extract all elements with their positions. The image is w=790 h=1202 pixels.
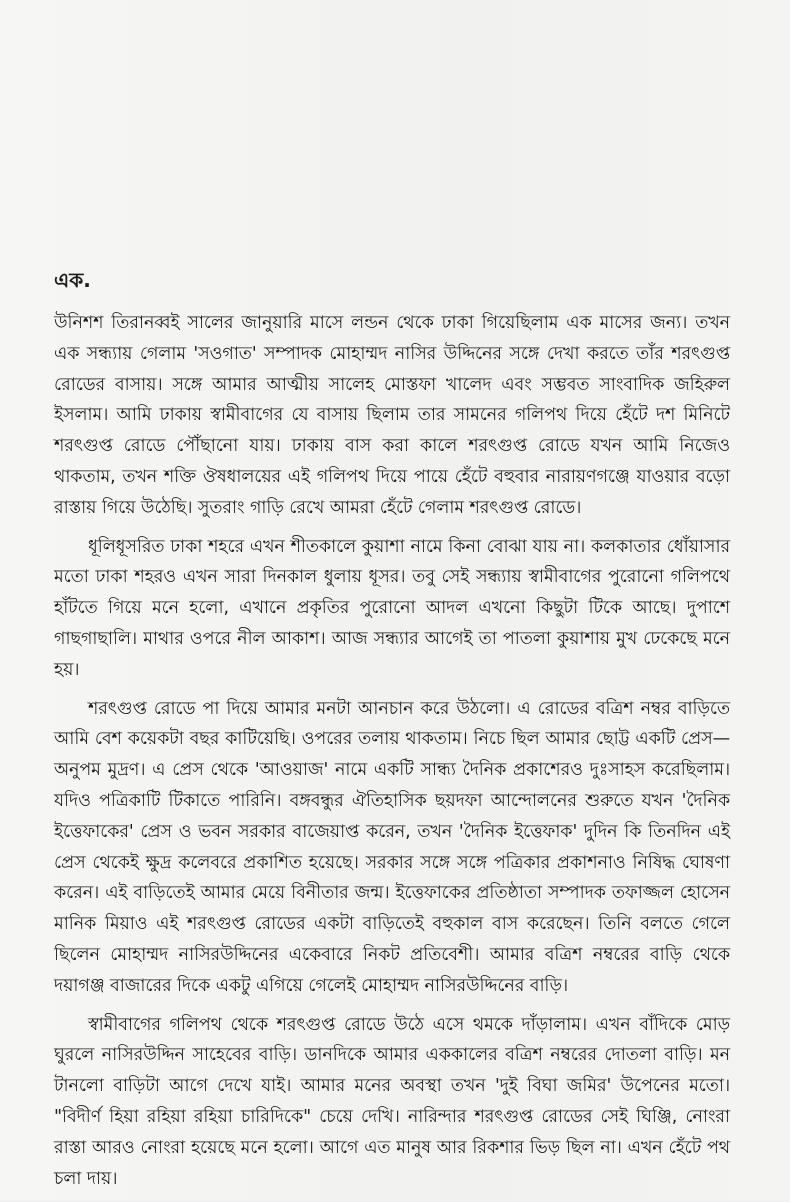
- paragraph-1: উনিশশ তিরানব্বই সালের জানুয়ারি মাসে লন্ডন থেকে ঢাকা গিয়েছিলাম এক মাসের জন্য। তখন এক সন্ধ্যায় গেলাম 'সওগাত' সম্পাদক মোহাম্মদ নাসির উদ্দিনের সঙ্গে দেখা করতে তাঁর শরৎগুপ্ত রোডের বাসায়। সঙ্গে আমার আত্মীয় সালেহ মোস্তফা খালেদ এবং সম্ভবত সাংবাদিক জহিরুল ইসলাম। আমি ঢাকায় স্বামীবাগের যে বাসায় ছিলাম তার সামনের গলিপথ দিয়ে হেঁটে দশ মিনিটে শরৎগুপ্ত রোডে পৌঁছানো যায়। ঢাকায় বাস করা কালে শরৎগুপ্ত রোডে যখন আমি নিজেও থাকতাম, তখন শক্তি ঔষধালয়ের এই গলিপথ দিয়ে পায়ে হেঁটে বহুবার নারায়ণগঞ্জে যাওয়ার বড়ো রাস্তায় গিয়ে উঠেছি। সুতরাং গাড়ি রেখে আমরা হেঁটে গেলাম শরৎগুপ্ত রোডে।: [54, 313, 730, 518]
- body-text: [54, 308, 730, 1202]
- paragraph-4: স্বামীবাগের গলিপথ থেকে শরৎগুপ্ত রোডে উঠে এসে থমকে দাঁড়ালাম। এখন বাঁদিকে মোড় ঘুরলে নাসিরউদ্দিন সাহেবের বাড়ি। ডানদিকে আমার এককালের বত্রিশ নম্বরের দোতলা বাড়ি। মন টানলো বাড়িটা আগে দেখে যাই। আমার মনের অবস্থা তখন 'দুই বিঘা জমির' উপেনের মতো। "বিদীর্ণ হিয়া রহিয়া রহিয়া চারিদিকে" চেয়ে দেখি। নারিন্দার শরৎগুপ্ত রোডের সেই ঘিঞ্জি, নোংরা রাস্তা আরও নোংরা হয়েছে মনে হলো। আগে এত মানুষ আর রিকশার ভিড় ছিল না। এখন হেঁটে পথ চলা দায়।: [54, 1014, 730, 1189]
- paragraph-3: শরৎগুপ্ত রোডে পা দিয়ে আমার মনটা আনচান করে উঠলো। এ রোডের বত্রিশ নম্বর বাড়িতে আমি বেশ কয়েকটা বছর কাটিয়েছি। ওপরের তলায় থাকতাম। নিচে ছিল আমার ছোট্ট একটি প্রেস—অনুপম মুদ্রণ। এ প্রেস থেকে 'আওয়াজ' নামে একটি সান্ধ্য দৈনিক প্রকাশেরও দুঃসাহস করেছিলাম। যদিও পত্রিকাটি টিকাতে পারিনি। বঙ্গবন্ধুর ঐতিহাসিক ছয়দফা আন্দোলনের শুরুতে যখন 'দৈনিক ইত্তেফাকের' প্রেস ও ভবন সরকার বাজেয়াপ্ত করেন, তখন 'দৈনিক ইত্তেফাক' দুদিন কি তিনদিন এই প্রেস থেকেই ক্ষুদ্র কলেবরে প্রকাশিত হয়েছে। সরকার সঙ্গে সঙ্গে পত্রিকার প্রকাশনাও নিষিদ্ধ ঘোষণা করেন। এই বাড়িতেই আমার মেয়ে বিনীতার জন্ম। ইত্তেফাকের প্রতিষ্ঠাতা সম্পাদক তফাজ্জল হোসেন মানিক মিয়াও এই শরৎগুপ্ত রোডের একটা বাড়িতেই বহুকাল বাস করেছেন। তিনি বলতে গেলে ছিলেন মোহাম্মদ নাসিরউদ্দিনের একেবারে নিকট প্রতিবেশী। আমার বত্রিশ নম্বরের বাড়ি থেকে দয়াগঞ্জ বাজারের দিকে একটু এগিয়ে গেলেই মোহাম্মদ নাসিরউদ্দিনের বাড়ি।: [54, 698, 730, 996]
- section-heading: এক.: [54, 268, 91, 292]
- paragraph-2: ধূলিধূসরিত ঢাকা শহরে এখন শীতকালে কুয়াশা নামে কিনা বোঝা যায় না। কলকাতার ধোঁয়াসার মতো ঢাকা শহরও এখন সারা দিনকাল ধুলায় ধূসর। তবু সেই সন্ধ্যায় স্বামীবাগের পুরোনো গলিপথে হাঁটতে গিয়ে মনে হলো, এখানে প্রকৃতির পুরোনো আদল এখনো কিছুটা টিকে আছে। দুপাশে গাছগাছালি। মাথার ওপরে নীল আকাশ। আজ সন্ধ্যার আগেই তা পাতলা কুয়াশায় মুখ ঢেকেছে মনে হয়।: [54, 536, 730, 680]
